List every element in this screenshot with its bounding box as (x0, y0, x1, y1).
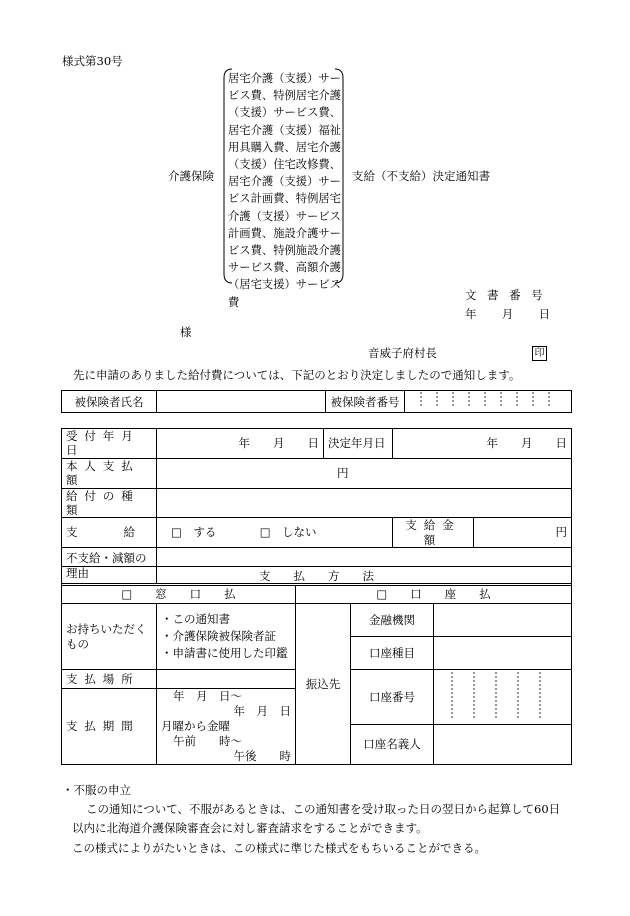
period-days: 月曜から金曜 (161, 718, 230, 733)
decision-date-label: 決定年月日 (324, 429, 393, 459)
payment-place-label: 支払場所 (62, 670, 157, 689)
date-label: 年 月 日 (465, 307, 557, 321)
bank-label: 金融機関 (351, 604, 434, 637)
decision-date-field[interactable]: 年 月 日 (393, 429, 572, 459)
insured-name-field[interactable] (157, 391, 326, 413)
insured-name-label: 被保険者氏名 (62, 391, 157, 413)
account-type-field[interactable] (434, 637, 572, 670)
transfer-label: 振込先 (296, 604, 351, 765)
payment-place-field[interactable] (157, 670, 296, 689)
payment-do-checkbox[interactable]: □ する (171, 525, 217, 540)
payment-label: 支 給 (62, 518, 157, 548)
payment-amount-field[interactable] (474, 518, 572, 548)
window-payment-checkbox[interactable]: □ 窓 口 払 (62, 586, 296, 604)
account-holder-field[interactable] (434, 724, 572, 764)
period-start: 年 月 日～ (173, 689, 242, 703)
account-number-field[interactable] (434, 670, 572, 725)
account-number-dividers (434, 670, 564, 720)
payment-method-table (61, 566, 572, 765)
bring-items-list (157, 604, 296, 670)
insured-number-field[interactable] (405, 391, 572, 413)
form-number: 様式第30号 (62, 54, 123, 68)
period-pm: 午後 時 (233, 748, 291, 763)
bank-field[interactable] (434, 604, 572, 637)
objection-heading: ・不服の申立 (62, 783, 131, 797)
payment-method-header: 支 払 方 法 (62, 567, 572, 586)
number-box-dividers (405, 391, 569, 409)
self-pay-label: 本人支払額 (62, 458, 157, 488)
seal-mark: 印 (532, 346, 547, 361)
period-end: 年 月 日 (233, 703, 291, 718)
payment-amount-label: 支給金額 (393, 518, 474, 548)
account-type-label: 口座種目 (351, 637, 434, 670)
addressee-suffix: 様 (180, 325, 192, 339)
self-pay-field[interactable] (157, 458, 572, 488)
decision-table (61, 428, 572, 584)
insured-number-label: 被保険者番号 (326, 391, 405, 413)
payment-not-checkbox[interactable]: □ しない (259, 525, 317, 540)
objection-body-line2: 以内に北海道介護保険審査会に対し審査請求をすることができます。 (72, 821, 428, 835)
bring-item: ・この通知書 (161, 612, 230, 627)
bring-item: ・申請書に使用した印鑑 (161, 645, 288, 660)
received-date-field[interactable]: 年 月 日 (157, 429, 324, 459)
benefit-list-text: 居宅介護（支援）サービス費、特例居宅介護（支援）サービス費、居宅介護（支援）福祉用具購入費、居宅介護（支援）住宅改修費、居宅介護（支援）サービス計画費、特例居宅介護（支援）サービス計画費、施設介護サービス費、特例施設介護サービス費、高額介護（居宅支援）サービス費 (228, 72, 341, 309)
reason-label: 不支給・減額の理由 (62, 548, 157, 584)
intro-text: 先に申請のありました給付費については、下記のとおり決定しましたので通知します。 (73, 368, 521, 382)
payment-options[interactable] (157, 518, 393, 548)
account-holder-label: 口座名義人 (351, 724, 434, 764)
benefit-type-field[interactable] (157, 488, 572, 518)
period-am: 午前 時～ (173, 733, 242, 748)
received-date-label: 受付年月日 (62, 429, 157, 459)
insured-table (61, 390, 572, 413)
payment-period-field[interactable] (157, 689, 296, 765)
title-suffix: 支給（不支給）決定通知書 (352, 169, 490, 183)
payment-period-label: 支払期間 (62, 689, 157, 765)
issuer-name: 音威子府村長 (368, 346, 437, 360)
benefit-type-label: 給付の種類 (62, 488, 157, 518)
account-number-label: 口座番号 (351, 670, 434, 725)
bring-item: ・介護保険被保険者証 (161, 629, 276, 644)
bring-items-label: お持ちいただくもの (62, 604, 157, 670)
objection-body-line1: この通知について、不服があるときは、この通知書を受け取った日の翌日から起算して60日 (86, 802, 561, 816)
form-note: この様式によりがたいときは、この様式に準じた様式をもちいることができる。 (72, 841, 486, 855)
title-prefix: 介護保険 (168, 169, 214, 183)
account-payment-checkbox[interactable]: □ 口 座 払 (296, 586, 572, 604)
document-number-label: 文 書 番 号 (465, 288, 547, 302)
payment-amount-yen: 円 (555, 525, 567, 540)
self-pay-yen: 円 (337, 465, 349, 480)
